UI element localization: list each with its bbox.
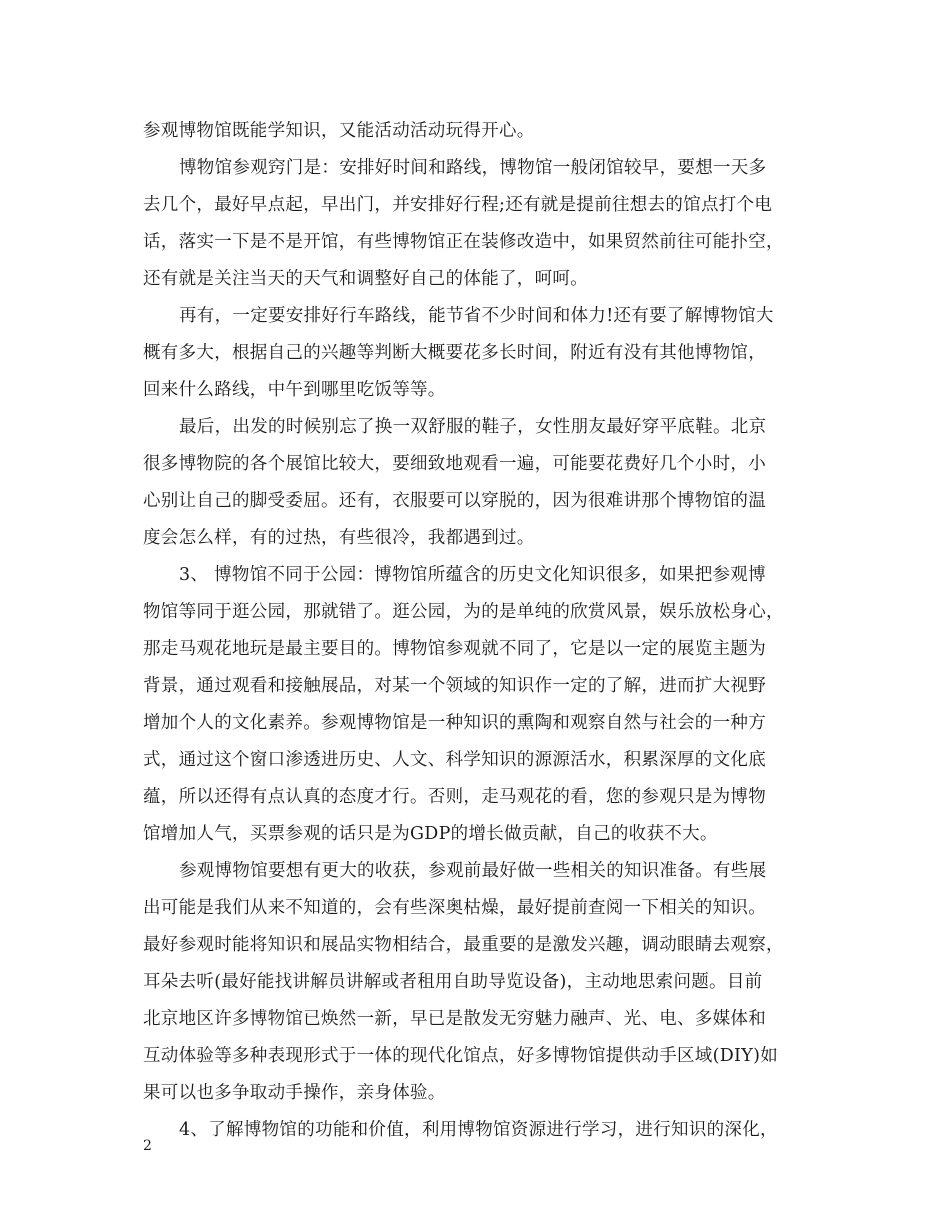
text-line: 出可能是我们从来不知道的，会有些深奥枯燥，最好提前查阅一下相关的知识。 [143, 898, 766, 918]
text-line: 最后，出发的时候别忘了换一双舒服的鞋子，女性朋友最好穿平底鞋。北京 [179, 417, 767, 437]
text-line: 果可以也多争取动手操作，亲身体验。 [143, 1083, 446, 1103]
text-line: 参观博物馆既能学知识，又能活动活动玩得开心。 [143, 121, 535, 141]
text-line: 那走马观花地玩是最主要目的。博物馆参观就不同了，它是以一定的展览主题为 [143, 639, 766, 659]
text-line: 式，通过这个窗口渗透进历史、人文、科学知识的源源活水，积累深厚的文化底 [143, 750, 766, 770]
text-line: 物馆等同于逛公园，那就错了。逛公园，为的是单纯的欣赏风景，娱乐放松身心， [143, 602, 784, 622]
text-line: 4、了解博物馆的功能和价值，利用博物馆资源进行学习，进行知识的深化， [179, 1120, 778, 1140]
text-line: 互动体验等多种表现形式于一体的现代化馆点，好多博物馆提供动手区域(DIY)如 [143, 1046, 779, 1066]
text-line: 回来什么路线，中午到哪里吃饭等等。 [143, 380, 446, 400]
page-number: 2 [143, 1138, 152, 1154]
text-line: 概有多大，根据自己的兴趣等判断大概要花多长时间，附近有没有其他博物馆， [143, 343, 766, 363]
text-line: 耳朵去听(最好能找讲解员讲解或者租用自助导览设备)，主动地思索问题。目前 [143, 972, 763, 992]
text-line: 背景，通过观看和接触展品，对某一个领域的知识作一定的了解，进而扩大视野 [143, 676, 766, 696]
text-line: 蕴，所以还得有点认真的态度才行。否则，走马观花的看，您的参观只是为博物 [143, 787, 766, 807]
text-line: 3、 博物馆不同于公园：博物馆所蕴含的历史文化知识很多，如果把参观博 [179, 565, 766, 585]
text-line: 去几个，最好早点起，早出门，并安排好行程;还有就是提前往想去的馆点打个电 [143, 195, 773, 215]
text-line: 增加个人的文化素养。参观博物馆是一种知识的熏陶和观察自然与社会的一种方 [143, 713, 766, 733]
text-line: 博物馆参观窍门是：安排好时间和路线，博物馆一般闭馆较早，要想一天多 [179, 158, 767, 178]
text-line: 北京地区许多博物馆已焕然一新，早已是散发无穷魅力融声、光、电、多媒体和 [143, 1009, 766, 1029]
text-line: 话，落实一下是不是开馆，有些博物馆正在装修改造中，如果贸然前往可能扑空， [143, 232, 784, 252]
text-line: 最好参观时能将知识和展品实物相结合，最重要的是激发兴趣，调动眼睛去观察， [143, 935, 784, 955]
text-line: 度会怎么样，有的过热，有些很冷，我都遇到过。 [143, 528, 535, 548]
text-line: 很多博物院的各个展馆比较大，要细致地观看一遍，可能要花费好几个小时，小 [143, 454, 766, 474]
text-line: 心别让自己的脚受委屈。还有，衣服要可以穿脱的，因为很难讲那个博物馆的温 [143, 491, 766, 511]
text-line: 馆增加人气，买票参观的话只是为GDP的增长做贡献，自己的收获不大。 [143, 824, 718, 844]
text-line: 再有，一定要安排好行车路线，能节省不少时间和体力!还有要了解博物馆大 [179, 306, 774, 326]
text-line: 参观博物馆要想有更大的收获，参观前最好做一些相关的知识准备。有些展 [179, 861, 767, 881]
text-line: 还有就是关注当天的天气和调整好自己的体能了，呵呵。 [143, 269, 588, 289]
